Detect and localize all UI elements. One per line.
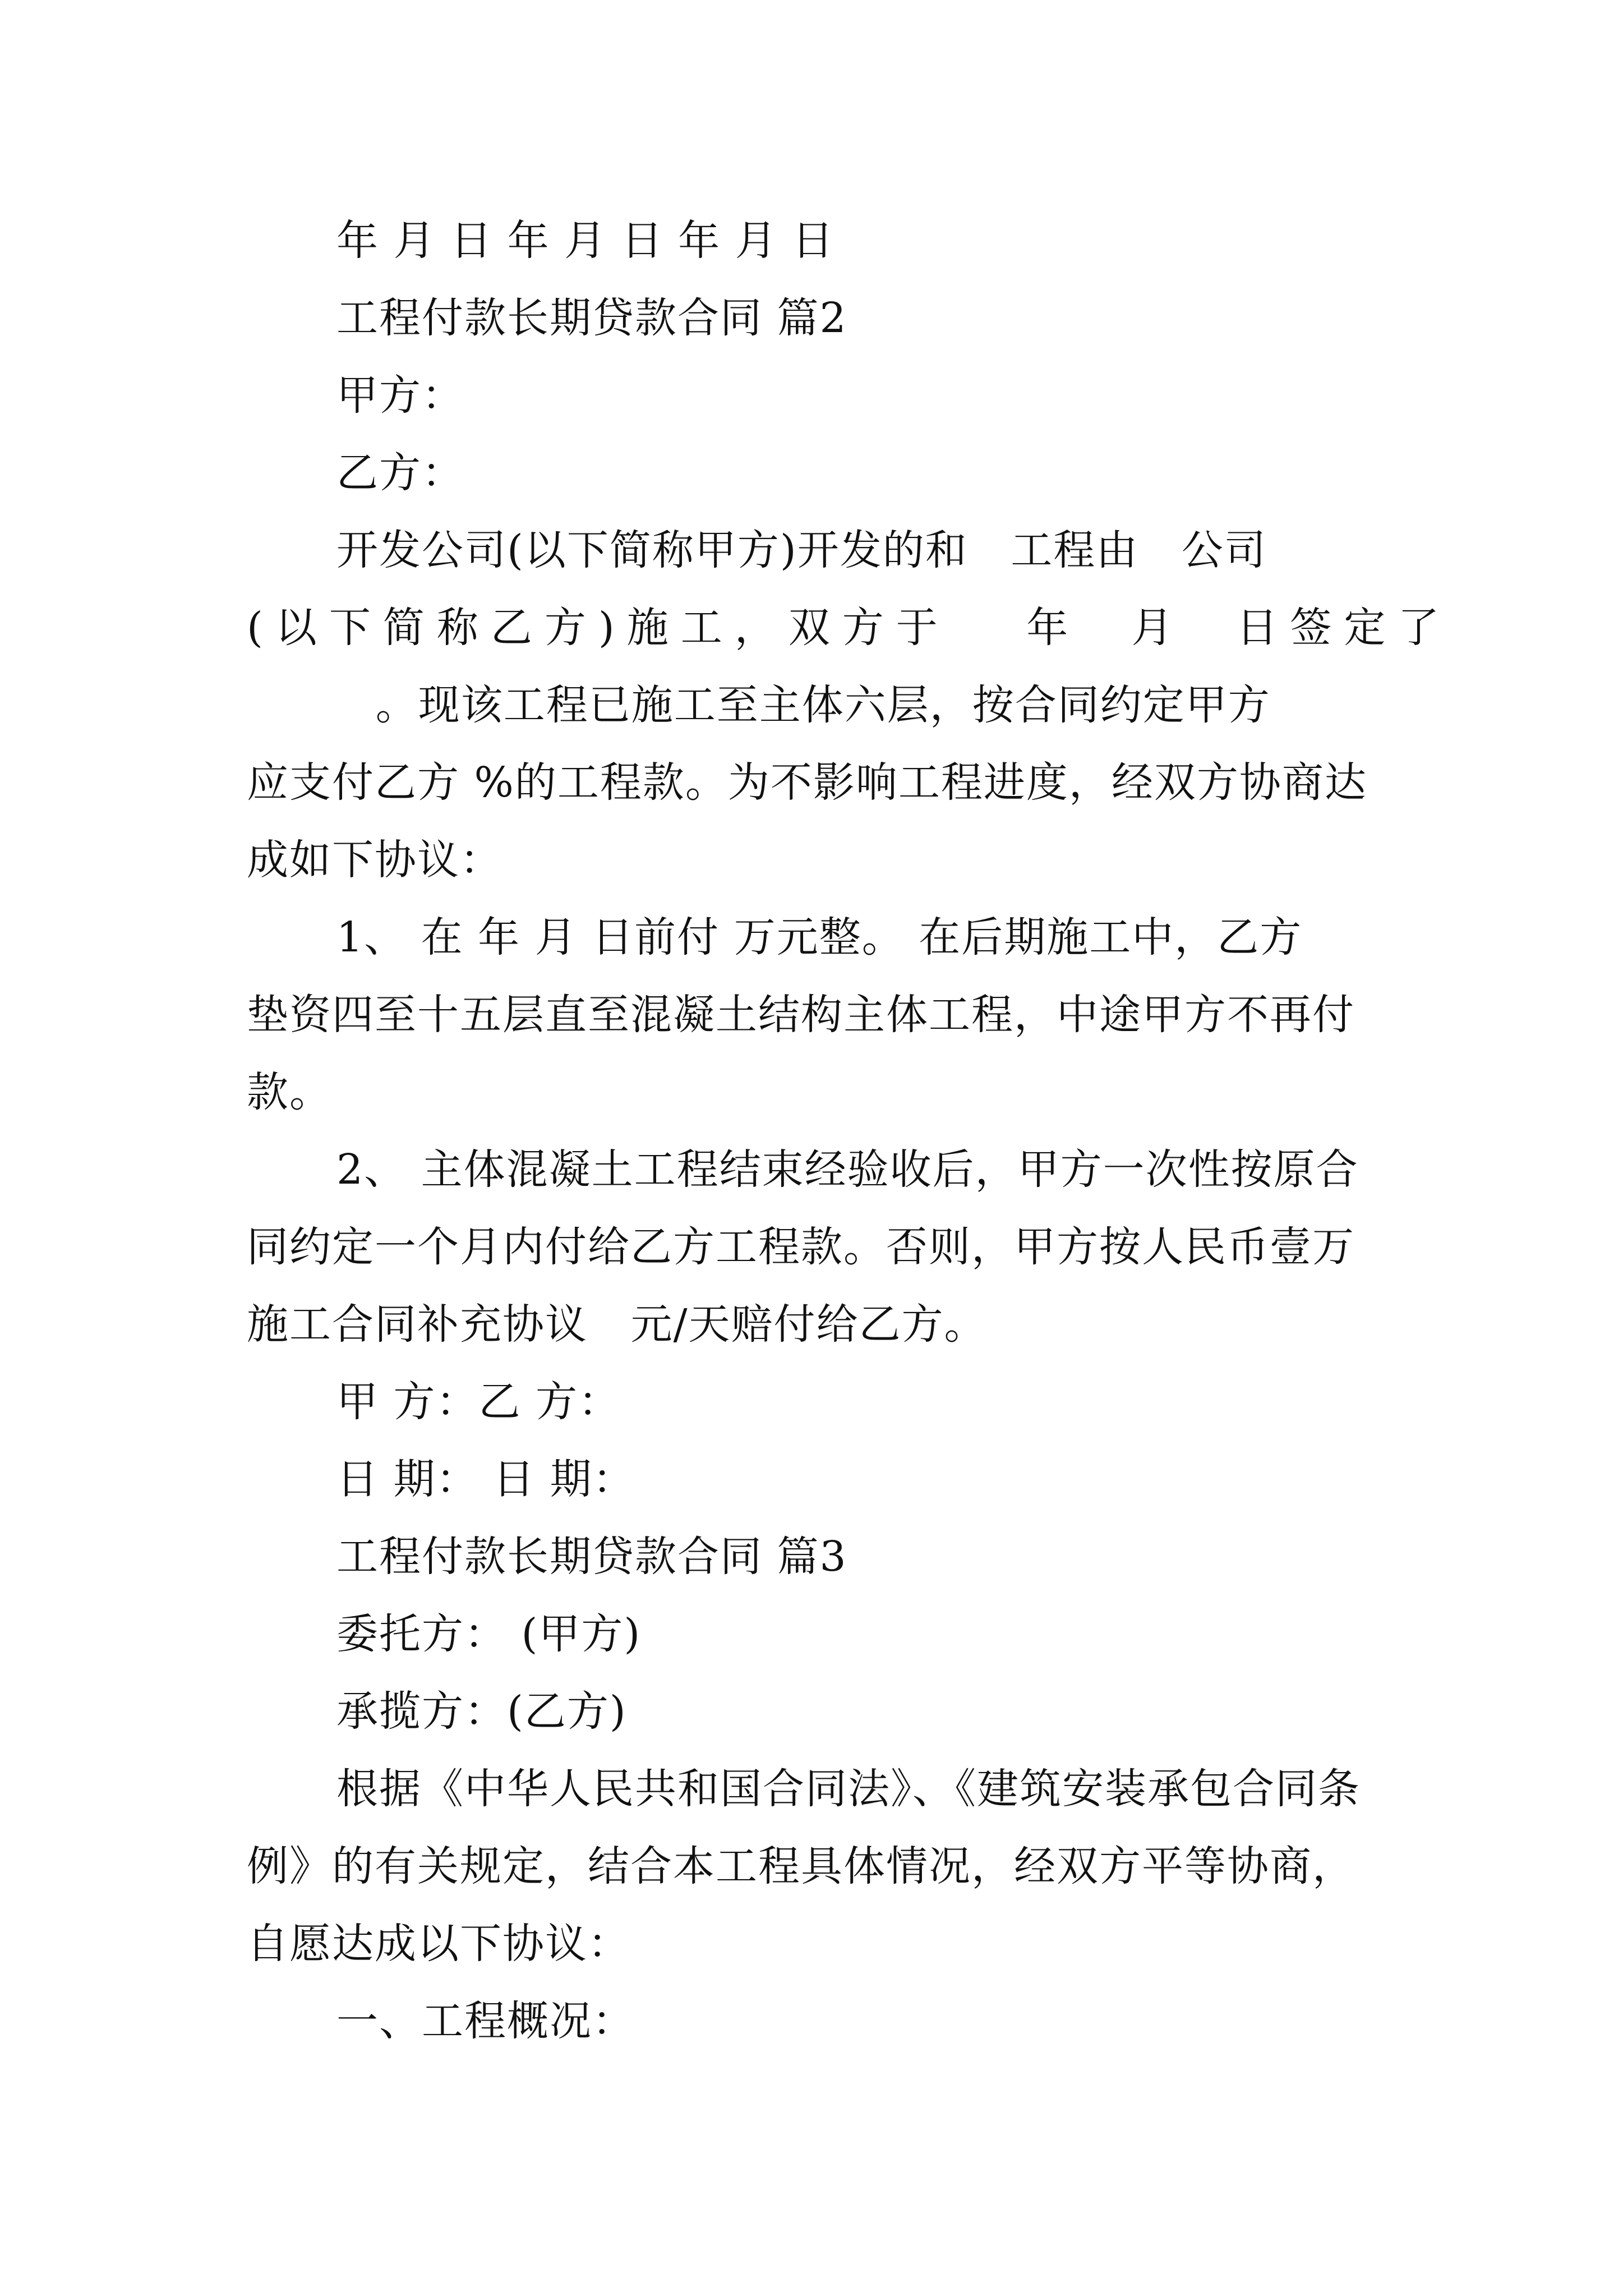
party-b-line: 乙方： (336, 449, 464, 497)
clause-1-line: 垫资四至十五层直至混凝土结构主体工程，中途甲方不再付 (247, 991, 1355, 1039)
date-line: 年 月 日 年 月 日 年 月 日 (336, 217, 835, 265)
client-line: 委托方： (甲方) (336, 1610, 642, 1658)
contractor-line: 承揽方：(乙方) (336, 1687, 627, 1736)
clause-1-line: 款。 (247, 1068, 332, 1116)
basis-paragraph-line: 根据《中华人民共和国合同法》、《建筑安装承包合同条 (336, 1765, 1361, 1813)
intro-paragraph-line: 。现该工程已施工至主体六层，按合同约定甲方 (247, 681, 1271, 729)
clause-2-line: 2、 主体混凝土工程结束经验收后，甲方一次性按原合 (336, 1145, 1359, 1194)
intro-paragraph-line: 成如下协议： (247, 836, 502, 884)
intro-paragraph-line: 应支付乙方 %的工程款。为不影响工程进度，经双方协商达 (247, 758, 1367, 807)
clause-2-line: 同约定一个月内付给乙方工程款。否则，甲方按人民币壹万 (247, 1223, 1355, 1271)
signature-dates-line: 日 期： 日 期： (336, 1455, 635, 1503)
subsection-heading: 一、工程概况： (336, 1997, 635, 2045)
clause-1-line: 1、 在 年 月 日前付 万元整。 在后期施工中，乙方 (336, 913, 1303, 961)
intro-paragraph-line: (以下简称乙方)施工，双方于 年 月 日签定了 (247, 604, 1452, 652)
signature-parties-line: 甲 方：乙 方： (336, 1378, 621, 1426)
clause-2-line: 施工合同补充协议 元/天赔付给乙方。 (247, 1300, 987, 1349)
basis-paragraph-line: 自愿达成以下协议： (247, 1920, 630, 1968)
basis-paragraph-line: 例》的有关规定，结合本工程具体情况，经双方平等协商， (247, 1842, 1355, 1890)
intro-paragraph-line: 开发公司(以下简称甲方)开发的和 工程由 公司 (336, 526, 1267, 574)
section-2-heading: 工程付款长期贷款合同 篇2 (336, 294, 847, 342)
party-a-line: 甲方： (336, 371, 464, 420)
section-3-heading: 工程付款长期贷款合同 篇3 (336, 1533, 847, 1581)
